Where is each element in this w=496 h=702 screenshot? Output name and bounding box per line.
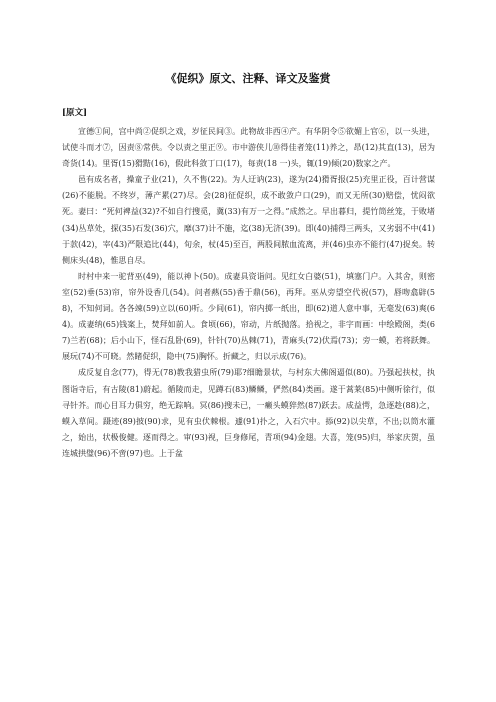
paragraph: 邑有成名者，操童子业(21)，久不售(22)。为人迂讷(23)，遂为(24)猾胥报(25)充里正役，百计营谋(26)不能脱。不终岁，薄产累(27)尽。会(28)征促织，成不敢敛户口(29)，而又无所(30)赔偿，忧闷欲死。妻曰：“死何裨益(32)?不如自行搜觅，冀(33)有万一之得。”成然之。早出暮归，提竹筒丝笼，于败堵(34)丛草处，探(35)石发(36)穴，靡(37)计不施，迄(38)无济(39)。即(40)捕得三两头，又劣弱不中(41)于款(42)，宰(43)严限追比(44)，旬余，杖(45)至百，两股间脓血流离，并(46)虫亦不能行(47)捉矣。转侧床头(48)，惟思自尽。 — [62, 175, 435, 265]
paragraph: 时村中来一驼背巫(49)，能以神卜(50)。成妻具资诣问。见红女白婆(51)，填塞门户。入其舍，则密室(52)垂(53)帘，帘外设香几(54)。问者爇(55)香于鼎(56)，再拜。巫从旁望空代祝(57)，唇吻翕辟(58)，不知何词。各各竦(59)立以(60)听。少间(61)，帘内掷一纸出，即(62)道人意中事，无毫发(63)爽(64)。成妻纳(65)钱案上，焚拜如前人。食顷(66)，帘动，片纸抛落。拾视之，非字而画：中绘殿阁，类(67)兰若(68)；后小山下，怪石乱卧(69)，针针(70)丛棘(71)，青麻头(72)伏焉(73)；旁一蟆，若将跃舞。展玩(74)不可晓。然睹促织，隐中(75)胸怀。折藏之，归以示成(76)。 — [62, 271, 435, 362]
paragraph: 宣德①间，宫中尚②促织之戏，岁征民间③。此物故非西④产。有华阴令⑤欲媚上官⑥，以一头进，试使斗而才⑦，因责⑧常供。令以责之里正⑨。市中游侠儿⑩得佳者笼(11)养之，昂(12)其直(13)，居为奇货(14)。里胥(15)猾黠(16)，假此科敛丁口(17)，每责(18 一)头，辄(19)倾(20)数家之产。 — [62, 127, 435, 169]
document-title: 《促织》原文、注释、译文及鉴赏 — [165, 72, 331, 85]
document-body — [62, 124, 435, 462]
section-heading: [原文] — [62, 108, 88, 118]
paragraph: 成反复自念(77)，得无(78)教我猎虫所(79)耶?细瞻景状，与村东大佛阁逼似(80)。乃强起扶杖，执图诣寺后，有古陵(81)蔚起。循陵而走，见蹲石(83)鳞鳞，俨然(84)类画。遂于蒿莱(85)中侧听徐行，似寻针芥。而心目耳力俱穷，绝无踪响。冥(86)搜未已，一癞头蟆猝然(87)跃去。成益愕，急逐趁(88)之，蟆入草间。蹑迹(89)披(90)求，见有虫伏棘根。遽(91)扑之，入石穴中。掭(92)以尖草，不出;以筒水灌之，始出，状极俊健。逐而得之。审(93)视，巨身修尾，青项(94)金翅。大喜，笼(95)归，举家庆贺，虽连城拱璧(96)不啻(97)也。上于盆 — [62, 368, 435, 458]
